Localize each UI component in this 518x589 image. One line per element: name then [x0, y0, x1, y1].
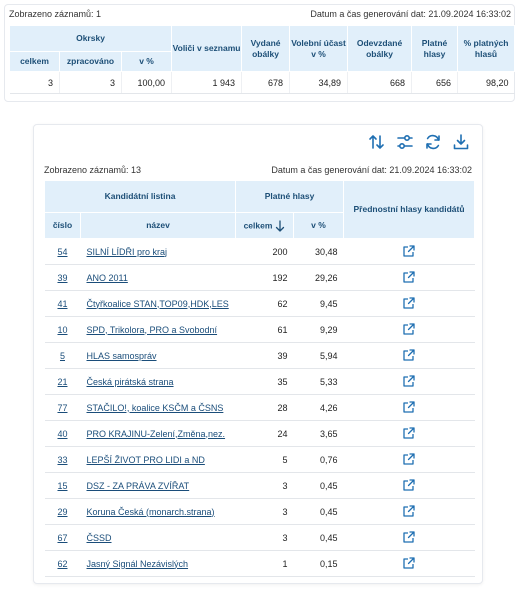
cell-prednostni[interactable]: [344, 395, 475, 421]
party-name-link[interactable]: SPD, Trikolora, PRO a Svobodní: [86, 324, 218, 335]
party-number-link[interactable]: 77: [57, 402, 68, 413]
cell-nazev: [81, 395, 236, 421]
party-name-link[interactable]: ANO 2011: [86, 272, 128, 283]
cell-v-pct: 9,45: [294, 291, 344, 317]
party-number-link[interactable]: 33: [57, 454, 68, 465]
results-records-count: Zobrazeno záznamů: 13: [44, 165, 142, 175]
cell-volici: 1 943: [172, 72, 242, 94]
results-panel: [33, 124, 483, 584]
summary-table: [9, 25, 515, 94]
cell-cislo: [45, 551, 81, 577]
summary-records-count: Zobrazeno záznamů: 1: [9, 9, 102, 19]
cell-nazev: [81, 551, 236, 577]
table-row: [45, 343, 475, 369]
cell-odevzdane: 668: [348, 72, 412, 94]
cell-cislo: [45, 395, 81, 421]
filter-button[interactable]: [394, 131, 416, 153]
sort-button[interactable]: [366, 131, 388, 153]
download-icon: [452, 133, 470, 151]
refresh-button[interactable]: [422, 131, 444, 153]
cell-v-pct: 9,29: [294, 317, 344, 343]
party-number-link[interactable]: 10: [57, 324, 68, 335]
cell-cislo: [45, 239, 81, 265]
header-okrsky-v-pct: v %: [122, 52, 172, 72]
cell-v-pct: 3,65: [294, 421, 344, 447]
cell-v-pct: 0,76: [294, 447, 344, 473]
cell-celkem: 1: [236, 551, 294, 577]
cell-cislo: [45, 343, 81, 369]
table-row: [45, 551, 475, 577]
cell-platne: 656: [412, 72, 458, 94]
results-toolbar: [366, 131, 472, 153]
party-name-link[interactable]: STAČILO!, koalice KSČM a ČSNS: [86, 402, 224, 413]
party-number-link[interactable]: 21: [57, 376, 68, 387]
header-celkem-sortable[interactable]: [236, 213, 294, 239]
header-volici: Voliči v seznamu: [172, 26, 242, 72]
external-link-icon: [402, 348, 416, 362]
cell-celkem: 200: [236, 239, 294, 265]
header-v-pct[interactable]: v %: [294, 213, 344, 239]
party-name-link[interactable]: PRO KRAJINU-Zelení,Změna,nez.: [86, 428, 226, 439]
table-row: [45, 499, 475, 525]
header-platne-hlasy: Platné hlasy: [236, 181, 344, 213]
table-row: [45, 265, 475, 291]
header-ucast: Volební účast v %: [290, 26, 348, 72]
header-kandidatni-listina: Kandidátní listina: [45, 181, 236, 213]
party-name-link[interactable]: Česká pirátská strana: [86, 376, 174, 387]
table-row: [45, 317, 475, 343]
external-link-icon: [402, 452, 416, 466]
cell-v-pct: 29,26: [294, 265, 344, 291]
external-link-icon: [402, 244, 416, 258]
external-link-icon: [402, 478, 416, 492]
party-number-link[interactable]: 5: [59, 350, 65, 361]
cell-okrsky-v-pct: 100,00: [122, 72, 172, 94]
cell-prednostni[interactable]: [344, 265, 475, 291]
cell-vydane: 678: [242, 72, 290, 94]
cell-nazev: [81, 421, 236, 447]
cell-celkem: 192: [236, 265, 294, 291]
external-link-icon: [402, 270, 416, 284]
header-pct-platnych: % platných hlasů: [458, 26, 515, 72]
cell-pct-platnych: 98,20: [458, 72, 515, 94]
cell-prednostni[interactable]: [344, 525, 475, 551]
cell-celkem: 39: [236, 343, 294, 369]
cell-prednostni[interactable]: [344, 317, 475, 343]
cell-nazev: [81, 239, 236, 265]
cell-v-pct: 5,33: [294, 369, 344, 395]
cell-cislo: [45, 291, 81, 317]
party-name-link[interactable]: Čtyřkoalice STAN,TOP09,HDK,LES: [86, 298, 229, 309]
refresh-icon: [424, 133, 442, 151]
cell-prednostni[interactable]: [344, 551, 475, 577]
party-name-link[interactable]: DSZ - ZA PRÁVA ZVÍŘAT: [86, 480, 190, 491]
cell-cislo: [45, 473, 81, 499]
cell-cislo: [45, 369, 81, 395]
cell-v-pct: 4,26: [294, 395, 344, 421]
cell-prednostni[interactable]: [344, 447, 475, 473]
party-name-link[interactable]: ČSSD: [86, 532, 112, 543]
table-row: [45, 291, 475, 317]
cell-prednostni[interactable]: [344, 239, 475, 265]
party-name-link[interactable]: LEPŠÍ ŽIVOT PRO LIDI a ND: [86, 454, 205, 465]
cell-celkem: 62: [236, 291, 294, 317]
cell-v-pct: 0,15: [294, 551, 344, 577]
cell-celkem: 3: [236, 473, 294, 499]
cell-celkem: 3: [236, 525, 294, 551]
cell-nazev: [81, 317, 236, 343]
cell-nazev: [81, 473, 236, 499]
cell-celkem: 35: [236, 369, 294, 395]
cell-nazev: [81, 343, 236, 369]
cell-celkem: 28: [236, 395, 294, 421]
summary-generated-timestamp: Datum a čas generování dat: 21.09.2024 16:33:02: [310, 9, 511, 19]
cell-prednostni[interactable]: [344, 421, 475, 447]
external-link-icon: [402, 504, 416, 518]
download-button[interactable]: [450, 131, 472, 153]
party-number-link[interactable]: 40: [57, 428, 68, 439]
external-link-icon: [402, 400, 416, 414]
cell-okrsky-celkem: 3: [10, 72, 60, 94]
external-link-icon: [402, 296, 416, 310]
table-row: [45, 421, 475, 447]
party-number-link[interactable]: 62: [57, 558, 68, 569]
party-number-link[interactable]: 67: [57, 532, 68, 543]
table-row: [45, 395, 475, 421]
cell-cislo: [45, 525, 81, 551]
cell-prednostni[interactable]: [344, 499, 475, 525]
cell-prednostni[interactable]: [344, 291, 475, 317]
cell-v-pct: 0,45: [294, 525, 344, 551]
cell-nazev: [81, 369, 236, 395]
cell-celkem: 61: [236, 317, 294, 343]
header-nazev[interactable]: název: [81, 213, 236, 239]
cell-v-pct: 30,48: [294, 239, 344, 265]
party-name-link[interactable]: SILNÍ LÍDŘI pro kraj: [86, 246, 168, 257]
cell-celkem: 3: [236, 499, 294, 525]
table-row: [45, 473, 475, 499]
header-odevzdane: Odevzdané obálky: [348, 26, 412, 72]
cell-prednostni[interactable]: [344, 343, 475, 369]
party-name-link[interactable]: Jasný Signál Nezávislých: [86, 558, 189, 569]
external-link-icon: [402, 530, 416, 544]
cell-okrsky-zpracovano: 3: [60, 72, 122, 94]
header-prednostni-hlasy: Přednostní hlasy kandidátů: [344, 181, 475, 239]
header-cislo[interactable]: číslo: [45, 213, 81, 239]
cell-cislo: [45, 447, 81, 473]
party-number-link[interactable]: 41: [57, 298, 68, 309]
cell-cislo: [45, 421, 81, 447]
table-row: [45, 447, 475, 473]
header-platne: Platné hlasy: [412, 26, 458, 72]
results-table: [44, 180, 475, 577]
cell-v-pct: 0,45: [294, 499, 344, 525]
header-celkem-label: celkem: [243, 219, 273, 230]
external-link-icon: [402, 426, 416, 440]
results-generated-timestamp: Datum a čas generování dat: 21.09.2024 16:33:02: [271, 165, 472, 175]
results-body: [45, 239, 475, 577]
table-row: [45, 525, 475, 551]
cell-celkem: 5: [236, 447, 294, 473]
cell-ucast: 34,89: [290, 72, 348, 94]
party-number-link[interactable]: 15: [57, 480, 68, 491]
arrow-down-icon: [275, 220, 285, 232]
cell-prednostni[interactable]: [344, 369, 475, 395]
cell-prednostni[interactable]: [344, 473, 475, 499]
cell-celkem: 24: [236, 421, 294, 447]
cell-v-pct: 0,45: [294, 473, 344, 499]
table-row: [45, 369, 475, 395]
cell-v-pct: 5,94: [294, 343, 344, 369]
summary-row: [10, 72, 515, 94]
header-okrsky-zpracovano: zpracováno: [60, 52, 122, 72]
summary-panel: [4, 4, 515, 102]
table-row: [45, 239, 475, 265]
party-number-link[interactable]: 39: [57, 272, 68, 283]
header-okrsky-celkem: celkem: [10, 52, 60, 72]
results-meta: [44, 162, 472, 178]
sliders-icon: [396, 133, 414, 151]
external-link-icon: [402, 374, 416, 388]
cell-nazev: [81, 525, 236, 551]
cell-nazev: [81, 447, 236, 473]
party-number-link[interactable]: 29: [57, 506, 68, 517]
sort-arrows-icon: [368, 133, 386, 151]
party-name-link[interactable]: HLAS samospráv: [86, 350, 157, 361]
external-link-icon: [402, 322, 416, 336]
header-okrsky: Okrsky: [10, 26, 172, 52]
cell-nazev: [81, 291, 236, 317]
party-name-link[interactable]: Koruna Česká (monarch.strana): [86, 506, 215, 517]
cell-nazev: [81, 499, 236, 525]
cell-cislo: [45, 499, 81, 525]
cell-cislo: [45, 317, 81, 343]
header-vydane: Vydané obálky: [242, 26, 290, 72]
cell-nazev: [81, 265, 236, 291]
summary-meta: [5, 5, 514, 23]
external-link-icon: [402, 556, 416, 570]
cell-cislo: [45, 265, 81, 291]
party-number-link[interactable]: 54: [57, 246, 68, 257]
